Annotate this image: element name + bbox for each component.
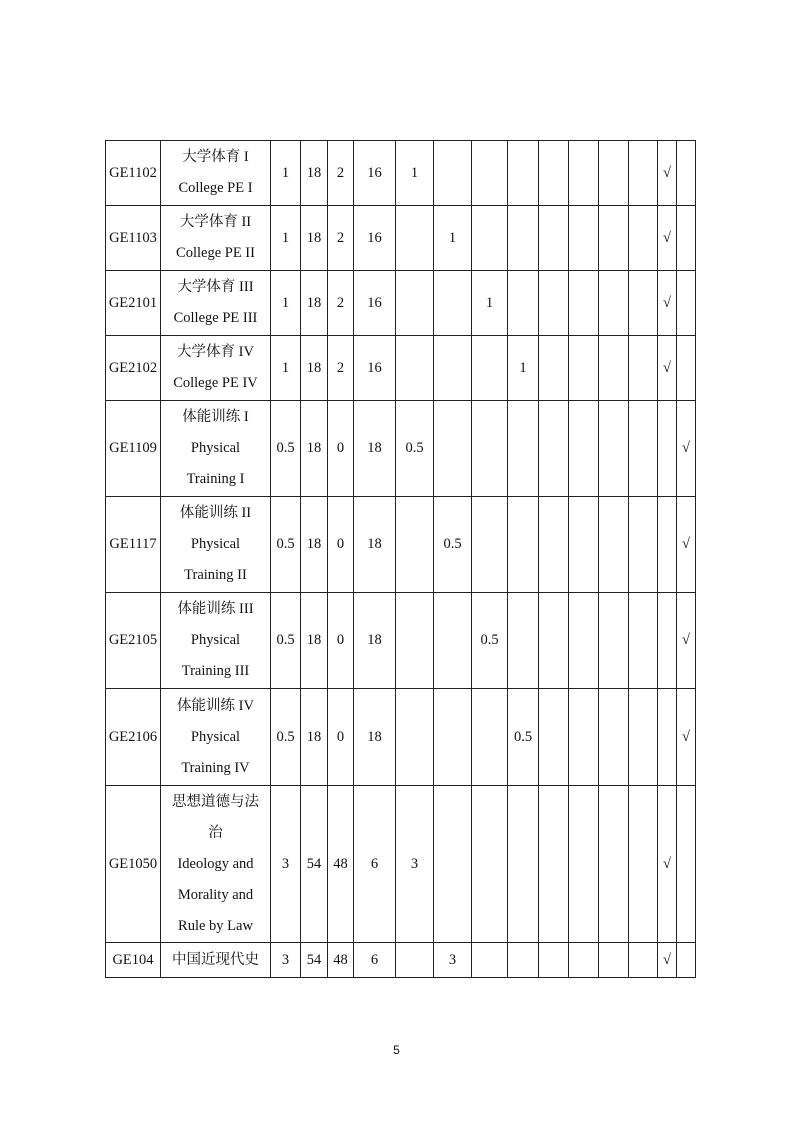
course-name-cell <box>161 206 271 271</box>
value-cell: 18 <box>354 593 396 689</box>
value-cell <box>508 271 539 336</box>
value-cell <box>434 689 472 786</box>
value-cell: 2 <box>328 206 354 271</box>
course-name-line: 体能训练 IV <box>177 697 254 714</box>
value-cell <box>508 206 539 271</box>
value-cell <box>599 336 629 401</box>
value-cell <box>599 786 629 943</box>
value-cell: 18 <box>301 593 328 689</box>
value-cell: 0 <box>328 401 354 497</box>
value-cell <box>599 206 629 271</box>
table-row <box>106 786 696 943</box>
value-cell: 1 <box>271 141 301 206</box>
value-cell <box>569 206 599 271</box>
value-cell <box>396 497 434 593</box>
value-cell <box>629 141 658 206</box>
value-cell <box>677 786 696 943</box>
value-cell <box>539 689 569 786</box>
value-cell: 1 <box>396 141 434 206</box>
course-name-line: Training III <box>181 663 250 679</box>
value-cell: √ <box>658 206 677 271</box>
course-name-cell <box>161 593 271 689</box>
table-row <box>106 271 696 336</box>
value-cell: 2 <box>328 141 354 206</box>
value-cell <box>569 593 599 689</box>
value-cell <box>629 206 658 271</box>
value-cell: 6 <box>354 786 396 943</box>
value-cell: 1 <box>271 336 301 401</box>
course-name-line: 大学体育 IV <box>177 344 254 360</box>
table-row <box>106 593 696 689</box>
course-name-line: 中国近现代史 <box>172 951 259 968</box>
value-cell: 16 <box>354 206 396 271</box>
value-cell <box>508 943 539 978</box>
course-name-line: College PE II <box>176 245 255 261</box>
course-name-line: 大学体育 III <box>177 279 254 295</box>
course-name-cell <box>161 271 271 336</box>
value-cell: 48 <box>328 943 354 978</box>
course-name-line: College PE III <box>173 310 258 326</box>
value-cell <box>472 336 508 401</box>
value-cell: 0.5 <box>434 497 472 593</box>
value-cell <box>677 336 696 401</box>
table-row <box>106 689 696 786</box>
course-name-line: Physical <box>190 632 241 648</box>
value-cell: 18 <box>301 689 328 786</box>
value-cell: 18 <box>354 497 396 593</box>
value-cell: 0 <box>328 497 354 593</box>
value-cell <box>539 206 569 271</box>
value-cell <box>569 943 599 978</box>
value-cell <box>434 271 472 336</box>
value-cell: √ <box>658 336 677 401</box>
value-cell <box>434 401 472 497</box>
value-cell <box>396 689 434 786</box>
course-name-line: Training II <box>184 567 247 583</box>
value-cell <box>472 943 508 978</box>
course-table <box>105 140 696 978</box>
value-cell <box>508 141 539 206</box>
value-cell <box>629 786 658 943</box>
value-cell: 1 <box>508 336 539 401</box>
value-cell: √ <box>677 689 696 786</box>
course-code-cell: GE1103 <box>106 206 161 271</box>
course-name-cell <box>161 497 271 593</box>
value-cell <box>569 141 599 206</box>
value-cell <box>508 786 539 943</box>
value-cell: 18 <box>301 206 328 271</box>
value-cell <box>599 497 629 593</box>
value-cell: 3 <box>396 786 434 943</box>
value-cell <box>472 206 508 271</box>
value-cell <box>539 943 569 978</box>
value-cell: 3 <box>434 943 472 978</box>
value-cell <box>569 271 599 336</box>
value-cell: 0.5 <box>271 497 301 593</box>
course-name-cell <box>161 786 271 943</box>
value-cell <box>472 786 508 943</box>
value-cell: 16 <box>354 271 396 336</box>
value-cell: 6 <box>354 943 396 978</box>
value-cell: √ <box>677 401 696 497</box>
value-cell <box>629 689 658 786</box>
value-cell <box>658 497 677 593</box>
value-cell: √ <box>677 497 696 593</box>
value-cell: 54 <box>301 943 328 978</box>
value-cell: √ <box>658 141 677 206</box>
value-cell: 18 <box>301 497 328 593</box>
course-name-cell <box>161 943 271 978</box>
value-cell <box>599 271 629 336</box>
value-cell <box>434 336 472 401</box>
table-row <box>106 336 696 401</box>
value-cell: 3 <box>271 786 301 943</box>
value-cell <box>599 943 629 978</box>
value-cell: 54 <box>301 786 328 943</box>
value-cell <box>599 689 629 786</box>
value-cell <box>677 271 696 336</box>
course-name-cell <box>161 689 271 786</box>
value-cell: 0.5 <box>396 401 434 497</box>
course-name-line: Ideology and <box>177 855 254 872</box>
value-cell: √ <box>658 943 677 978</box>
value-cell <box>396 593 434 689</box>
value-cell <box>396 943 434 978</box>
value-cell <box>629 943 658 978</box>
value-cell: 1 <box>271 206 301 271</box>
value-cell: 16 <box>354 141 396 206</box>
value-cell: 0 <box>328 593 354 689</box>
value-cell <box>629 401 658 497</box>
value-cell <box>658 401 677 497</box>
value-cell: 0.5 <box>271 593 301 689</box>
value-cell <box>472 401 508 497</box>
value-cell: 18 <box>354 689 396 786</box>
value-cell <box>629 271 658 336</box>
course-code-cell: GE1109 <box>106 401 161 497</box>
value-cell <box>539 141 569 206</box>
course-code-cell: GE2101 <box>106 271 161 336</box>
course-code-cell: GE1102 <box>106 141 161 206</box>
course-name-cell <box>161 141 271 206</box>
course-code-cell: GE1050 <box>106 786 161 943</box>
course-name-cell <box>161 401 271 497</box>
value-cell <box>472 141 508 206</box>
course-name-line: Physical <box>190 728 241 745</box>
value-cell <box>434 141 472 206</box>
value-cell: 1 <box>271 271 301 336</box>
value-cell: √ <box>658 786 677 943</box>
course-name-line: 治 <box>208 824 223 841</box>
table-row <box>106 943 696 978</box>
value-cell: 3 <box>271 943 301 978</box>
table-row <box>106 497 696 593</box>
table-row <box>106 206 696 271</box>
value-cell <box>677 141 696 206</box>
course-name-line: 大学体育 II <box>179 214 252 230</box>
value-cell: 2 <box>328 271 354 336</box>
course-name-line: College PE I <box>178 180 253 196</box>
course-name-line: College PE IV <box>173 375 258 391</box>
value-cell <box>539 336 569 401</box>
course-code-cell: GE2106 <box>106 689 161 786</box>
course-name-line: 体能训练 II <box>179 505 252 521</box>
value-cell <box>434 786 472 943</box>
table-row <box>106 141 696 206</box>
value-cell <box>396 336 434 401</box>
value-cell <box>539 401 569 497</box>
value-cell <box>472 497 508 593</box>
course-name-line: Physical <box>190 536 241 552</box>
value-cell: 0.5 <box>472 593 508 689</box>
course-name-line: 思想道德与法 <box>172 793 259 810</box>
course-code-cell: GE1117 <box>106 497 161 593</box>
value-cell <box>539 786 569 943</box>
value-cell <box>472 689 508 786</box>
value-cell: 18 <box>301 336 328 401</box>
value-cell <box>569 497 599 593</box>
value-cell: 16 <box>354 336 396 401</box>
value-cell <box>599 593 629 689</box>
course-name-line: 体能训练 III <box>177 601 254 617</box>
value-cell: 18 <box>301 401 328 497</box>
value-cell <box>508 497 539 593</box>
value-cell <box>629 593 658 689</box>
value-cell <box>677 206 696 271</box>
page-number: 5 <box>393 1043 400 1057</box>
course-name-line: Training IV <box>181 759 250 776</box>
value-cell <box>569 689 599 786</box>
value-cell <box>658 593 677 689</box>
course-name-line: 体能训练 I <box>182 409 249 425</box>
value-cell: 18 <box>354 401 396 497</box>
value-cell: 0.5 <box>271 401 301 497</box>
value-cell <box>508 401 539 497</box>
course-name-line: Training I <box>186 471 245 487</box>
course-name-line: Morality and <box>177 886 254 903</box>
value-cell: 0 <box>328 689 354 786</box>
table-row <box>106 401 696 497</box>
value-cell <box>539 271 569 336</box>
value-cell: 18 <box>301 141 328 206</box>
value-cell <box>508 593 539 689</box>
value-cell <box>539 593 569 689</box>
value-cell <box>434 593 472 689</box>
value-cell <box>629 497 658 593</box>
value-cell <box>599 141 629 206</box>
value-cell <box>569 401 599 497</box>
value-cell <box>539 497 569 593</box>
course-code-cell: GE2105 <box>106 593 161 689</box>
value-cell <box>569 336 599 401</box>
value-cell <box>629 336 658 401</box>
table-body <box>106 141 696 978</box>
value-cell <box>658 689 677 786</box>
value-cell: 1 <box>434 206 472 271</box>
course-name-cell <box>161 336 271 401</box>
value-cell: 48 <box>328 786 354 943</box>
course-name-line: Rule by Law <box>178 917 253 934</box>
course-name-line: Physical <box>190 440 241 456</box>
value-cell: 1 <box>472 271 508 336</box>
value-cell: √ <box>658 271 677 336</box>
value-cell <box>569 786 599 943</box>
value-cell <box>396 271 434 336</box>
value-cell <box>396 206 434 271</box>
value-cell: 2 <box>328 336 354 401</box>
course-code-cell: GE104 <box>106 943 161 978</box>
course-code-cell: GE2102 <box>106 336 161 401</box>
value-cell: √ <box>677 593 696 689</box>
value-cell: 18 <box>301 271 328 336</box>
value-cell <box>677 943 696 978</box>
value-cell: 0.5 <box>508 689 539 786</box>
value-cell: 0.5 <box>271 689 301 786</box>
course-name-line: 大学体育 I <box>182 149 249 165</box>
value-cell <box>599 401 629 497</box>
